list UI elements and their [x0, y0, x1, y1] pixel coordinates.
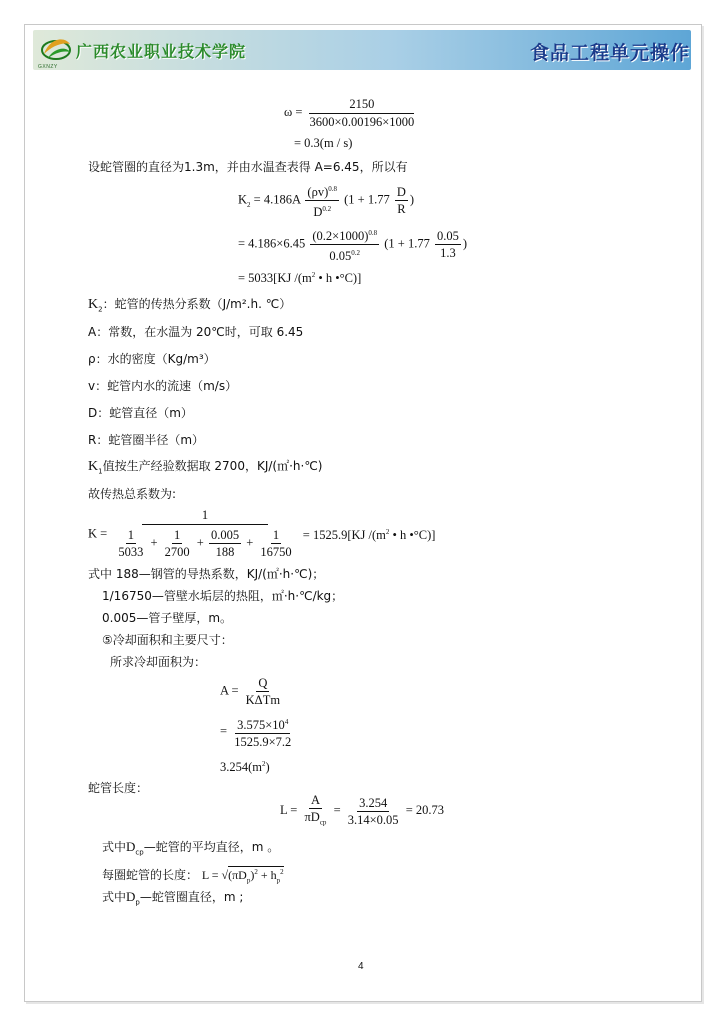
k2-l2-eq: = 4.186×6.45 — [238, 236, 306, 251]
def-a: A：常数，在水温为 20℃时，可取 6.45 — [88, 325, 304, 339]
eq-area-den: KΔTm — [245, 693, 281, 707]
def-rho: ρ：水的密度（Kg/m³） — [88, 352, 216, 366]
eq-k-t1-num: 1 — [127, 528, 134, 542]
def-k1-text: 值按生产经验数据取 2700，KJ/(㎡·h·℃) — [102, 459, 323, 473]
k2-l3-sup: 2 — [311, 271, 316, 279]
sqrt-icon: √ — [221, 868, 229, 882]
eq-k-result: = 1525.9[KJ /(m — [302, 528, 386, 543]
eq-k2-line2 — [238, 226, 467, 263]
tail-l1-sub: cp — [135, 848, 144, 857]
school-name: 广西农业职业技术学院 — [76, 42, 247, 61]
eq-area-num: Q — [258, 676, 268, 690]
eq-area-lhs: A = — [220, 683, 239, 698]
def-r: R：蛇管圈半径（m） — [88, 433, 205, 447]
k2-l2-close: ) — [462, 236, 467, 251]
def-d: D：蛇管直径（m） — [88, 406, 193, 420]
eq-k-t3-den: 188 — [215, 545, 235, 559]
def-k1-sub: 1 — [98, 467, 103, 476]
eq-area-l3-end: ) — [265, 760, 270, 775]
k2-l2-den: 0.05 — [329, 249, 352, 264]
tail-l2-in-sub: p — [246, 876, 251, 885]
eq-omega-lhs: ω = — [284, 104, 303, 119]
eq-len-f2-num: 3.254 — [359, 795, 388, 810]
eq-k-plus-3: + — [246, 535, 254, 550]
eq-area-line2 — [220, 715, 295, 749]
assume-line: 设蛇管圈的直径为1.3m，并由水温查表得 A=6.45，所以有 — [88, 160, 408, 174]
tail-coil-length — [102, 865, 284, 887]
def-v: v：蛇管内水的流速（m/s） — [88, 379, 238, 393]
tail-l3-sym: D — [126, 889, 136, 904]
eq-k-plus-2: + — [196, 535, 204, 550]
tail-l1-sym: D — [126, 839, 136, 854]
total-line: 故传热总系数为: — [88, 487, 177, 501]
eq-area-line1 — [220, 676, 284, 707]
eq-k-result-end: • h •°C)] — [389, 528, 436, 543]
eq-len-lhs: L = — [280, 803, 298, 818]
eq-k-lhs: K = — [88, 526, 108, 541]
eq-area-l3-sup: 2 — [262, 760, 266, 768]
tail-l2-plus: + h — [257, 868, 277, 882]
eq-k2-line3 — [238, 268, 361, 285]
k2-den-sup: 0.2 — [322, 205, 332, 214]
eq-area-l2-den: 1525.9×7.2 — [234, 735, 292, 750]
eq-omega-den: 3600×0.00196×1000 — [309, 115, 415, 129]
eq-k — [88, 508, 435, 559]
note-scale: 1/16750—管壁水垢层的热阻，㎡·h·℃/kg； — [102, 589, 344, 603]
eq-len-f1-den: πD — [304, 810, 320, 824]
tail-l3-pre: 式中 — [102, 890, 127, 904]
eq-omega — [284, 97, 418, 129]
eq-k2-line1 — [238, 182, 414, 219]
k2-l2-num-sup: 0.8 — [368, 229, 378, 237]
section-heading: ⑤冷却面积和主要尺寸： — [102, 633, 233, 647]
eq-k-t3-num: 0.005 — [210, 528, 240, 542]
k2-mid: (1 + 1.77 — [344, 192, 390, 207]
eq-length — [280, 793, 444, 830]
k2-l2-num: (0.2×1000) — [312, 229, 369, 244]
k2-l2-frac-num: 0.05 — [436, 229, 459, 244]
def-k1-sym: K — [88, 459, 99, 474]
eq-len-f1-den-sub: cp — [319, 818, 327, 827]
eq-omega-num: 2150 — [309, 97, 414, 114]
k2-l2-frac-den: 1.3 — [440, 246, 456, 261]
def-k2 — [88, 297, 291, 316]
eq-len-eq: = — [333, 803, 341, 818]
k2-l3-end: • h •°C)] — [315, 271, 362, 286]
length-line: 蛇管长度： — [88, 781, 149, 795]
eq-len-f2-den: 3.14×0.05 — [347, 812, 399, 827]
k2-l2-den-sup: 0.2 — [351, 249, 361, 258]
area-intro: 所求冷却面积为： — [110, 655, 207, 669]
def-k2-sym: K — [88, 297, 99, 312]
tail-l1-pre: 式中 — [102, 840, 127, 854]
def-k2-text: ：蛇管的传热分系数（J/m².h. ℃） — [102, 297, 292, 311]
eq-len-result: = 20.73 — [405, 803, 444, 818]
eq-area-l2-num-sup: 4 — [284, 718, 289, 726]
k2-num: (ρv) — [307, 185, 329, 200]
k2-num-sup: 0.8 — [328, 185, 337, 193]
k2-sub: 2 — [247, 201, 251, 210]
tail-dp — [102, 890, 243, 909]
eq-k-result-sup: 2 — [385, 527, 390, 536]
note-steel: 式中 188—钢管的导热系数，KJ/(㎡·h·℃)； — [88, 567, 325, 581]
tail-l2-in-sup: 2 — [254, 868, 258, 876]
eq-area-l2-eq: = — [220, 723, 228, 738]
eq-len-f1-num: A — [310, 793, 320, 807]
eq-area-l3: 3.254(m — [220, 760, 263, 775]
logo-text: GXNZY — [38, 64, 58, 70]
k2-close: ) — [409, 192, 415, 207]
tail-dcp — [102, 840, 279, 859]
page-number: 4 — [358, 961, 364, 972]
def-k1 — [88, 459, 322, 478]
eq-k-plus-1: + — [150, 535, 158, 550]
eq-k-t4-den: 16750 — [260, 545, 292, 559]
tail-l1-post: —蛇管的平均直径，m 。 — [143, 840, 280, 854]
eq-area-l2-num: 3.575×10 — [237, 718, 285, 733]
course-title: 食品工程单元操作 — [529, 42, 690, 64]
tail-l2-in-close: ) — [250, 868, 255, 882]
note-wall: 0.005—管子壁厚，m。 — [102, 611, 233, 625]
tail-l3-post: —蛇管圈直径，m ; — [139, 890, 244, 904]
tail-l3-sub: p — [135, 898, 140, 907]
k2-frac-num: D — [396, 185, 406, 200]
eq-omega-result: = 0.3(m / s) — [294, 136, 353, 150]
tail-l2-h-sub: p — [276, 876, 281, 885]
k2-eq: = 4.186A — [253, 192, 301, 207]
tail-l2-in: (πD — [228, 868, 247, 882]
eq-area-line3 — [220, 757, 270, 774]
eq-k-t4-num: 1 — [272, 528, 280, 542]
k2-den: D — [313, 205, 323, 220]
tail-l2-pre: 每圈蛇管的长度： — [102, 868, 199, 882]
school-logo-icon — [38, 32, 74, 66]
tail-l2-eq: L = — [201, 868, 219, 882]
eq-k-t2-den: 2700 — [164, 545, 190, 559]
k2-frac-den: R — [397, 202, 406, 217]
def-k2-sub: 2 — [98, 305, 103, 314]
k2-symbol: K — [238, 192, 248, 207]
eq-k-num: 1 — [142, 508, 268, 525]
eq-k-t2-num: 1 — [174, 528, 181, 542]
k2-l2-mid: (1 + 1.77 — [384, 236, 430, 251]
tail-l2-h-sup: 2 — [280, 868, 284, 876]
eq-k-t1-den: 5033 — [118, 545, 144, 559]
k2-l3: = 5033[KJ /(m — [238, 271, 312, 286]
